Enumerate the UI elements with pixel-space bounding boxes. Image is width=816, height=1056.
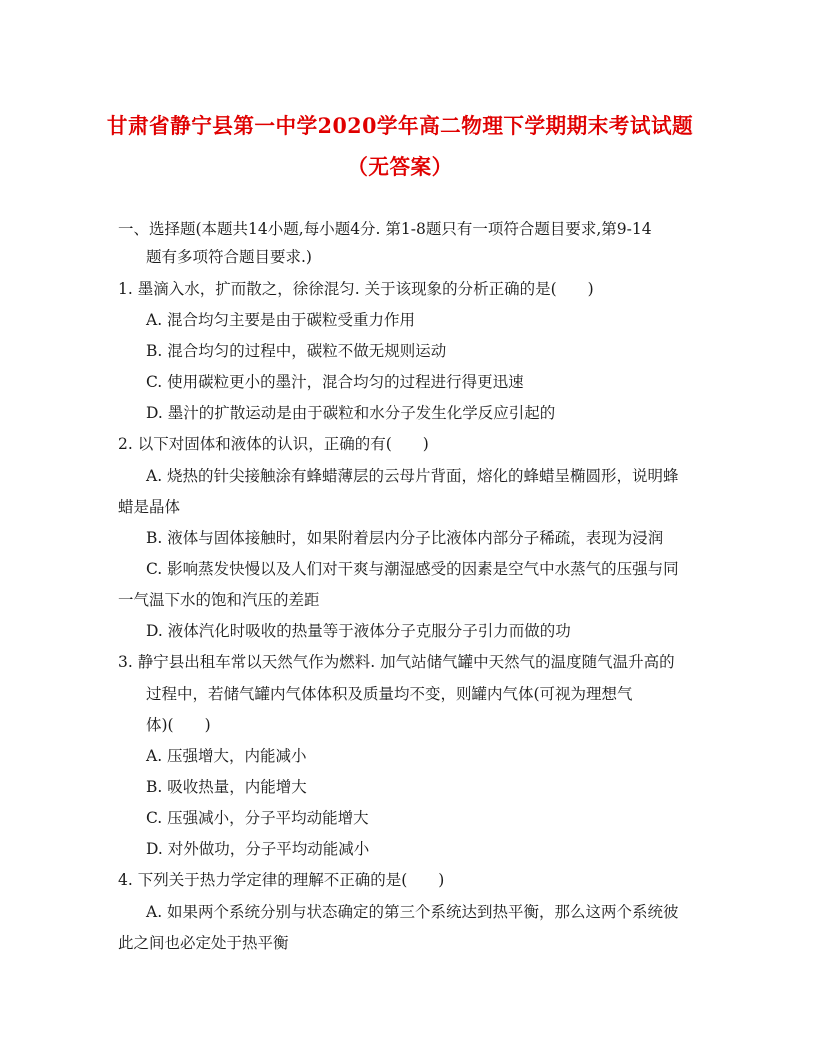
question-3-stem: 3. 静宁县出租车常以天然气作为燃料. 加气站储气罐中天然气的温度随气温升高的 (118, 653, 675, 671)
question-1-option-a: A. 混合均匀主要是由于碳粒受重力作用 (146, 311, 416, 329)
question-2-option-c: C. 影响蒸发快慢以及人们对干爽与潮湿感受的因素是空气中水蒸气的压强与同 (146, 560, 679, 578)
document-title: 甘肃省静宁县第一中学2020学年高二物理下学期期末考试试题 (106, 113, 694, 138)
section-heading-cont: 题有多项符合题目要求.) (146, 248, 312, 266)
question-4-option-a: A. 如果两个系统分别与状态确定的第三个系统达到热平衡，那么这两个系统彼 (146, 903, 679, 921)
question-3-option-c: C. 压强减小，分子平均动能增大 (146, 809, 369, 827)
question-1-option-b: B. 混合均匀的过程中，碳粒不做无规则运动 (146, 342, 447, 360)
question-2-option-a-cont: 蜡是晶体 (118, 498, 181, 516)
document-subtitle: （无答案） (347, 154, 453, 179)
question-2-stem: 2. 以下对固体和液体的认识，正确的有( ) (118, 435, 429, 453)
question-3-option-b: B. 吸收热量，内能增大 (146, 778, 307, 796)
question-3-option-d: D. 对外做功，分子平均动能减小 (146, 840, 370, 858)
section-heading: 一、选择题(本题共14小题,每小题4分. 第1-8题只有一项符合题目要求,第9-14 (118, 220, 652, 238)
question-1-stem: 1. 墨滴入水，扩而散之，徐徐混匀. 关于该现象的分析正确的是( ) (118, 280, 594, 298)
question-2-option-c-cont: 一气温下水的饱和汽压的差距 (118, 591, 320, 609)
question-3-option-a: A. 压强增大，内能减小 (146, 747, 307, 765)
question-1-option-d: D. 墨汁的扩散运动是由于碳粒和水分子发生化学反应引起的 (146, 404, 556, 422)
question-2-option-d: D. 液体汽化时吸收的热量等于液体分子克服分子引力而做的功 (146, 622, 571, 640)
question-2-option-a: A. 烧热的针尖接触涂有蜂蜡薄层的云母片背面，熔化的蜂蜡呈椭圆形，说明蜂 (146, 467, 679, 485)
question-4-stem: 4. 下列关于热力学定律的理解不正确的是( ) (118, 871, 445, 889)
question-4-option-a-cont: 此之间也必定处于热平衡 (118, 934, 289, 952)
question-3-stem-cont: 体)( ) (146, 716, 211, 734)
question-2-option-b: B. 液体与固体接触时，如果附着层内分子比液体内部分子稀疏，表现为浸润 (146, 529, 664, 547)
question-3-stem-cont: 过程中，若储气罐内气体体积及质量均不变，则罐内气体(可视为理想气 (146, 685, 633, 703)
question-1-option-c: C. 使用碳粒更小的墨汁，混合均匀的过程进行得更迅速 (146, 373, 524, 391)
